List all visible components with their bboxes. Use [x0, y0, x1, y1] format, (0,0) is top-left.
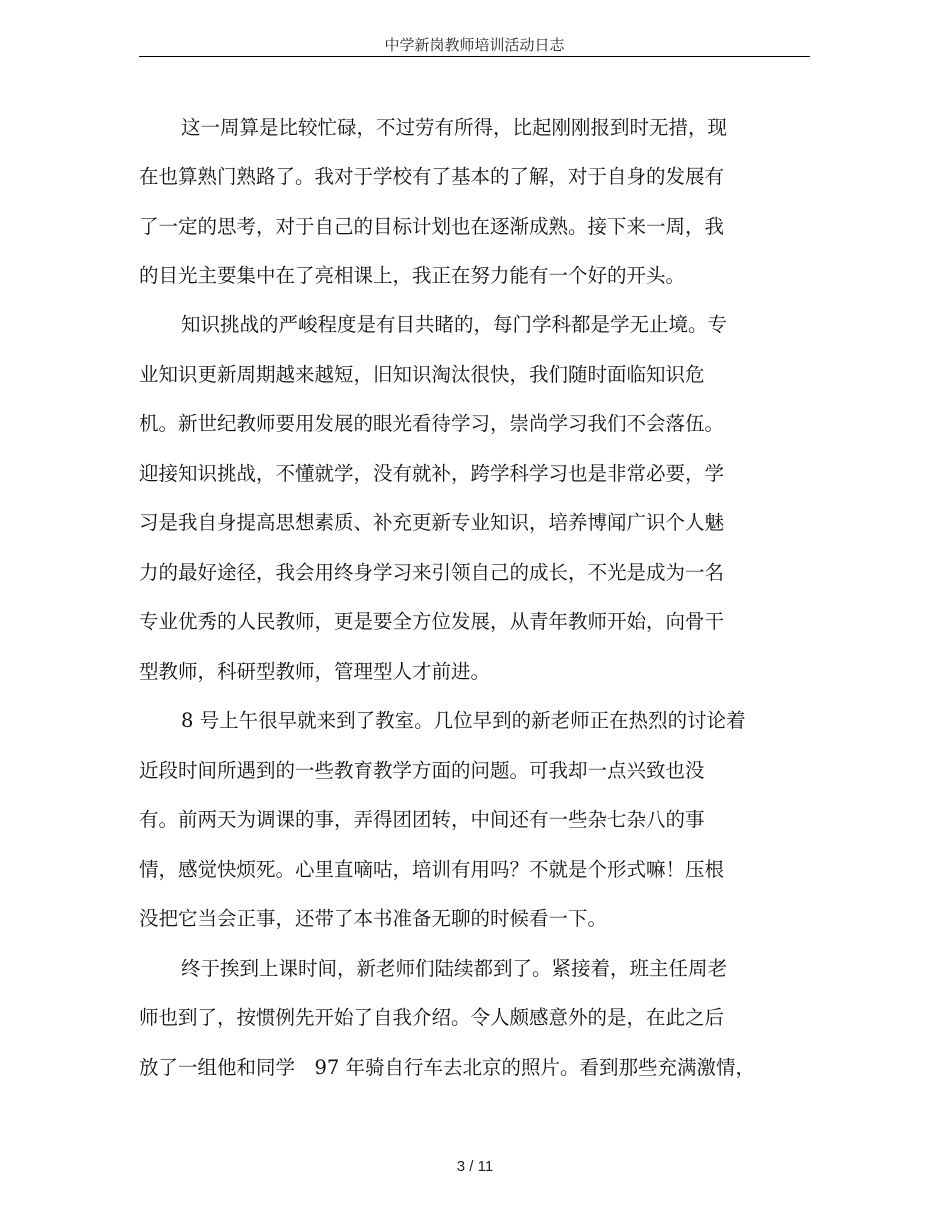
paragraph-line: 的目光主要集中在了亮相课上，我正在努力能有一个好的开头。 [139, 264, 686, 287]
paragraph-line: 迎接知识挑战，不懂就学，没有就补，跨学科学习也是非常必要，学 [139, 462, 725, 485]
paragraph-line: 没把它当会正事，还带了本书准备无聊的时候看一下。 [139, 907, 608, 930]
paragraph-line: 知识挑战的严峻程度是有目共睹的，每门学科都是学无止境。专 [181, 313, 728, 336]
paragraph-line: 有。前两天为调课的事，弄得团团转，中间还有一些杂七杂八的事 [139, 808, 705, 831]
paragraph-line: 习是我自身提高思想素质、补充更新专业知识，培养博闻广识个人魅 [139, 511, 725, 534]
paragraph-line: 这一周算是比较忙碌，不过劳有所得，比起刚刚报到时无措，现 [181, 116, 728, 139]
paragraph-line: 专业优秀的人民教师，更是要全方位发展，从青年教师开始，向骨干 [139, 610, 725, 633]
paragraph-line: 8 号上午很早就来到了教室。几位早到的新老师正在热烈的讨论着 [181, 709, 746, 732]
paragraph-line: 师也到了，按惯例先开始了自我介绍。令人颇感意外的是，在此之后 [139, 1006, 725, 1029]
paragraph-line: 业知识更新周期越来越短，旧知识淘汰很快，我们随时面临知识危 [139, 363, 705, 386]
page-header-title: 中学新岗教师培训活动日志 [384, 36, 565, 54]
paragraph-line: 型教师，科研型教师，管理型人才前进。 [139, 660, 491, 683]
paragraph-line: 近段时间所遇到的一些教育教学方面的问题。可我却一点兴致也没 [139, 759, 705, 782]
paragraph-line: 在也算熟门熟路了。我对于学校有了基本的了解，对于自身的发展有 [139, 165, 725, 188]
paragraph-line: 情，感觉快烦死。心里直嘀咕，培训有用吗？不就是个形式嘛！压根 [139, 858, 725, 881]
paragraph-line: 力的最好途径，我会用终身学习来引领自己的成长，不光是成为一名 [139, 561, 725, 584]
header-divider [139, 56, 810, 57]
paragraph-line: 放了一组他和同学 97 年骑自行车去北京的照片。看到那些充满激情， [139, 1056, 756, 1079]
page-number: 3 / 11 [456, 1158, 494, 1175]
paragraph-line: 了一定的思考，对于自己的目标计划也在逐渐成熟。接下来一周，我 [139, 215, 725, 238]
paragraph-line: 终于挨到上课时间，新老师们陆续都到了。紧接着，班主任周老 [181, 957, 728, 980]
paragraph-line: 机。新世纪教师要用发展的眼光看待学习，崇尚学习我们不会落伍。 [139, 412, 725, 435]
